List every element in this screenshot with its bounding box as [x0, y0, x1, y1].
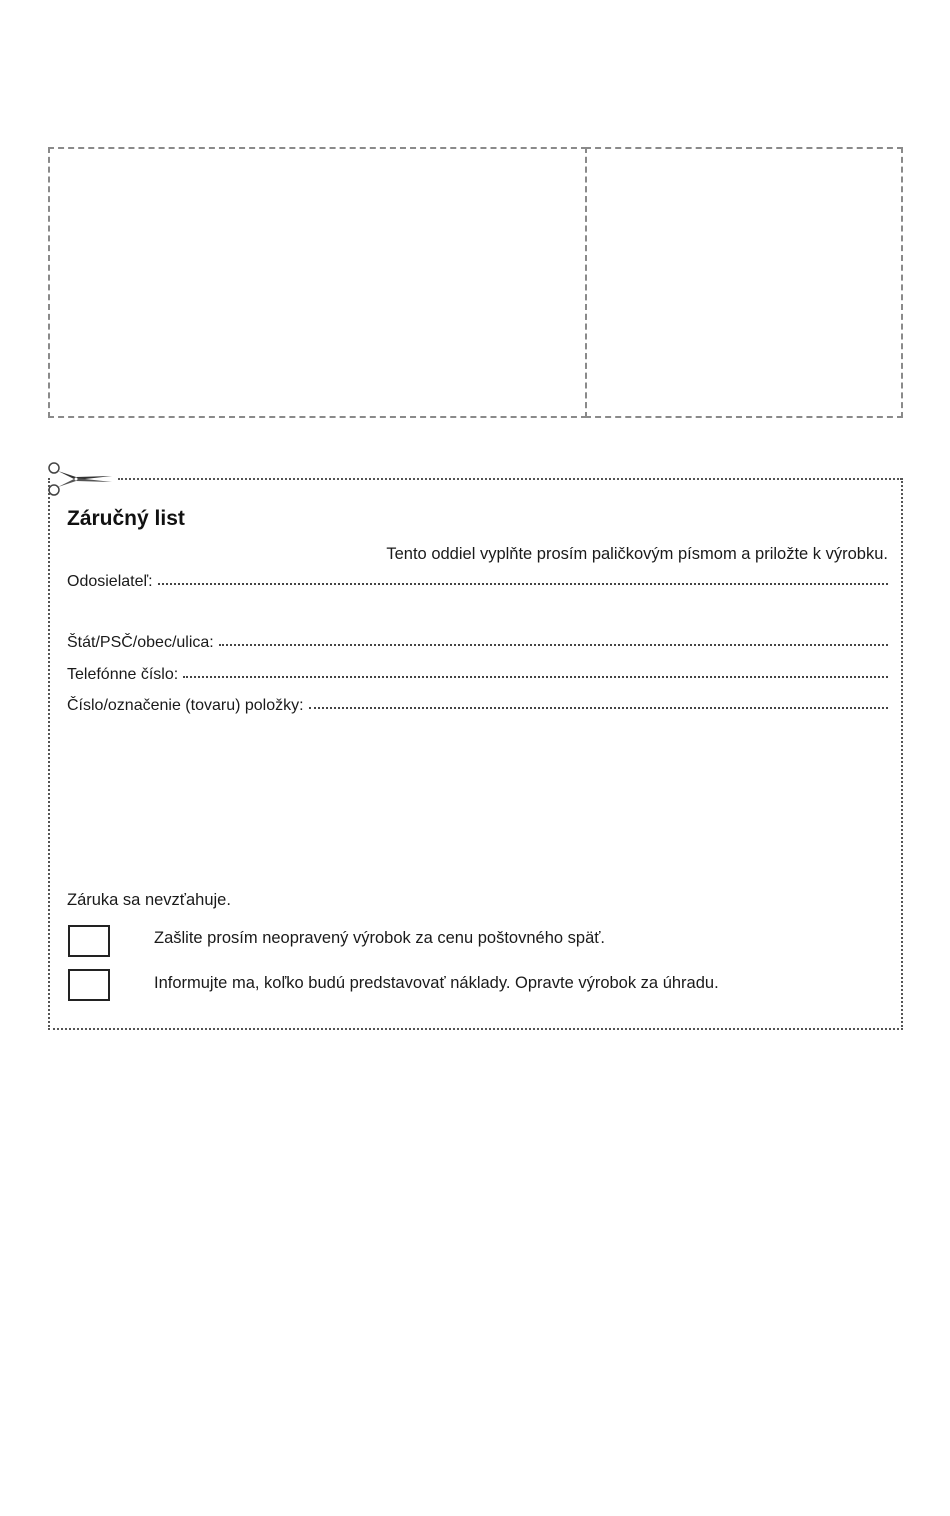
dashed-box-left: [48, 147, 587, 418]
address-field[interactable]: [67, 634, 888, 652]
phone-field[interactable]: [67, 666, 888, 684]
sender-field[interactable]: [67, 573, 888, 591]
form-title: Záručný list: [67, 507, 185, 530]
sender-line[interactable]: [158, 583, 888, 585]
item-number-label: Číslo/označenie (tovaru) položky:: [67, 697, 304, 714]
option-return-label: Zašlite prosím neopravený výrobok za cenu poštovného späť.: [154, 929, 606, 947]
no-warranty-label: Záruka sa nevzťahuje.: [67, 891, 231, 909]
dashed-box-right: [585, 147, 903, 418]
item-number-line[interactable]: [309, 707, 888, 709]
option-repair-label: Informujte ma, koľko budú predstavovať náklady. Opravte výrobok za úhradu.: [154, 974, 719, 992]
phone-label: Telefónne číslo:: [67, 666, 179, 683]
option-repair-checkbox[interactable]: [68, 969, 110, 1001]
phone-line[interactable]: [183, 676, 888, 678]
item-number-field[interactable]: [67, 697, 888, 715]
address-label: Štát/PSČ/obec/ulica:: [67, 634, 214, 651]
address-line[interactable]: [219, 644, 888, 646]
option-return-checkbox[interactable]: [68, 925, 110, 957]
form-instruction: Tento oddiel vyplňte prosím paličkovým písmom a priložte k výrobku.: [386, 545, 888, 563]
sender-label: Odosielateľ:: [67, 573, 153, 590]
